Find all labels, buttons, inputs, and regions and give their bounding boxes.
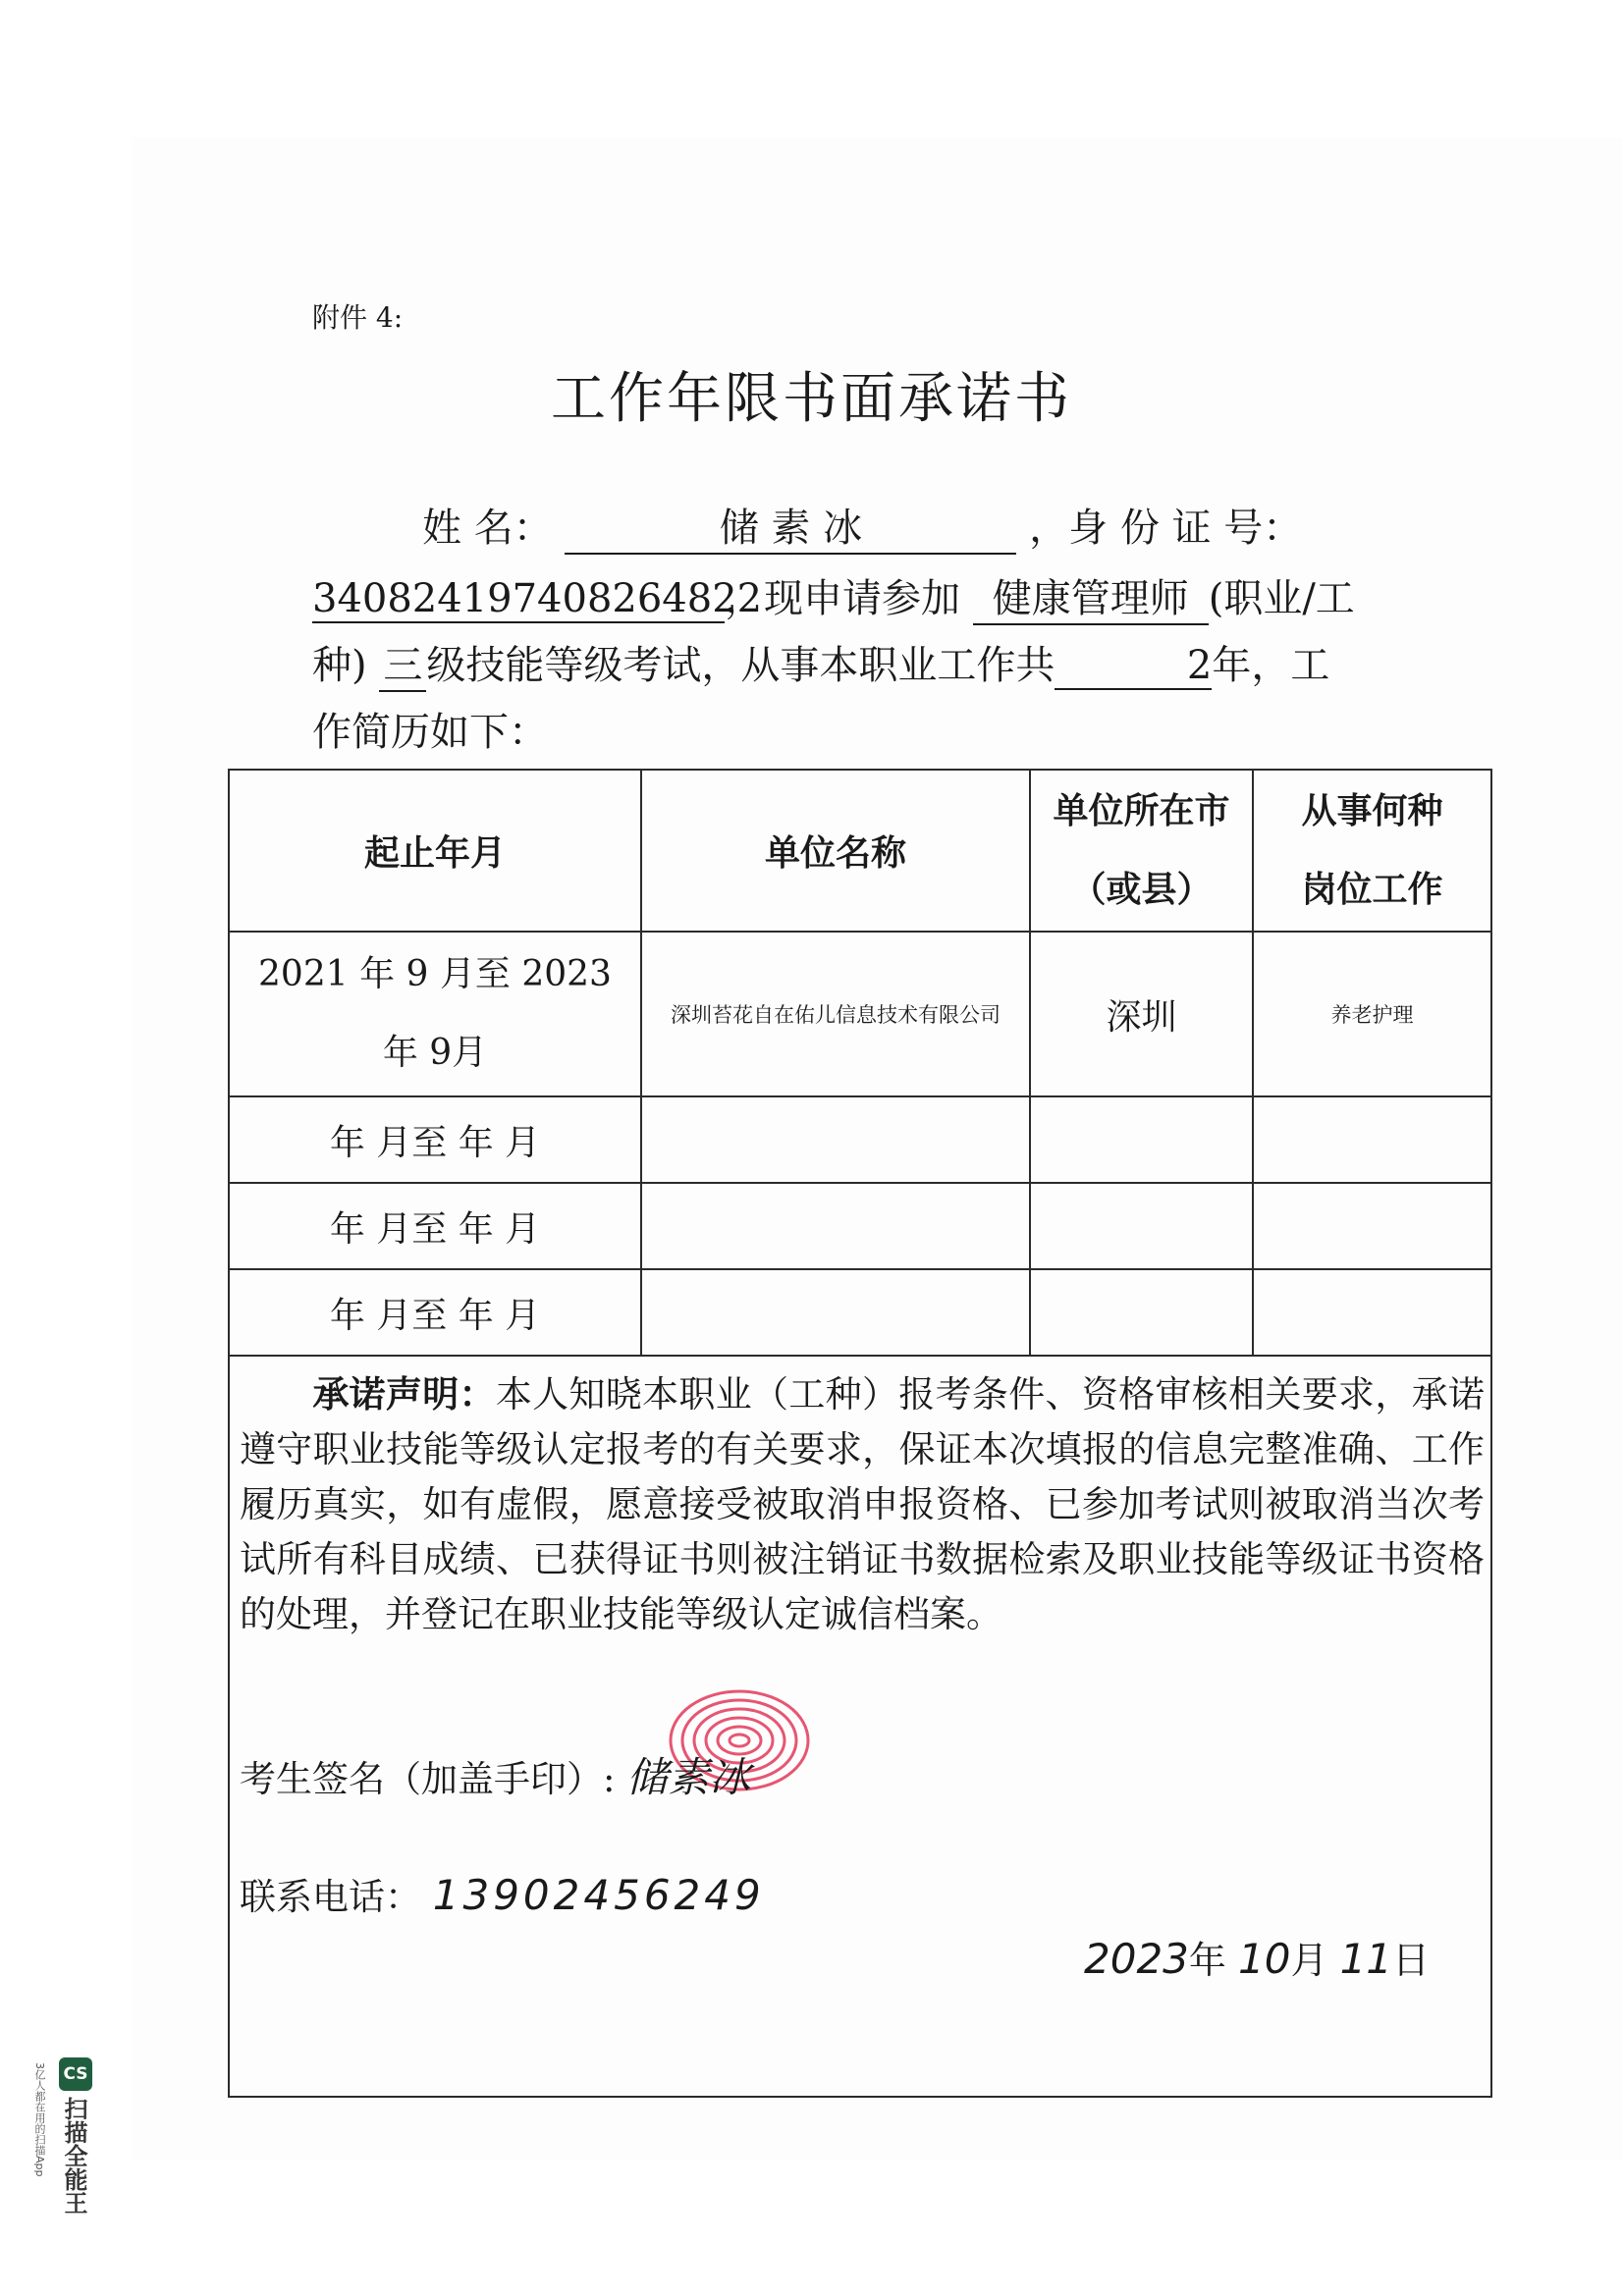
scanner-watermark — [33, 2057, 108, 2273]
row1-city: 深圳 — [1030, 932, 1253, 1096]
header-position-line2: 岗位工作 — [1301, 869, 1443, 910]
signature-row — [240, 1745, 750, 1804]
level-value: 三 — [379, 634, 426, 692]
row1-employer: 深圳苔花自在佑儿信息技术有限公司 — [641, 932, 1030, 1096]
table-row — [229, 1269, 1491, 1356]
statement-box — [228, 1357, 1492, 2098]
date-month: 10 — [1238, 1935, 1291, 1983]
row4-city — [1030, 1269, 1253, 1356]
signature-area — [626, 1745, 750, 1804]
header-city-line1: 单位所在市 — [1053, 790, 1230, 831]
statement-paragraph — [240, 1366, 1485, 1642]
row1-position: 养老护理 — [1253, 932, 1491, 1096]
years-value: 2 — [1055, 643, 1212, 690]
row1-period-line1: 2021 年 9 月至 2023 — [258, 954, 612, 994]
statement-text: 本人知晓本职业（工种）报考条件、资格审核相关要求，承诺遵守职业技能等级认定报考的有关要求，保证本次填报的信息完整准确、工作履历真实，如有虚假，愿意接受被取消申报资格、已参加考试则被取消当次考试所有科目成绩、已获得证书则被注销证书数据检索及职业技能等级证书资格的处理，并登记在职业技能等级认定诚信档案。 — [240, 1373, 1485, 1635]
phone-label: 联系电话： — [240, 1876, 421, 1918]
signature-handwriting: 储素冰 — [626, 1753, 751, 1801]
occupation-suffix: (职业/工 — [1208, 576, 1355, 621]
row2-city — [1030, 1096, 1253, 1183]
row1-period-line2: 年 9月 — [382, 1033, 488, 1073]
header-city — [1030, 770, 1253, 932]
attachment-label: 附件 4: — [312, 301, 404, 334]
document-title: 工作年限书面承诺书 — [551, 367, 1072, 431]
row3-period: 年 月至 年 月 — [229, 1183, 641, 1269]
header-city-line2: （或县） — [1070, 869, 1213, 910]
row4-period: 年 月至 年 月 — [229, 1269, 641, 1356]
row4-employer — [641, 1269, 1030, 1356]
camscanner-logo-icon: CS — [59, 2057, 92, 2091]
row4-position — [1253, 1269, 1491, 1356]
row3-employer — [641, 1183, 1030, 1269]
date-year-unit: 年 — [1188, 1939, 1226, 1982]
header-employer: 单位名称 — [641, 770, 1030, 932]
name-value: 储 素 冰 — [565, 497, 1016, 555]
id-label: ，身 份 证 号： — [1029, 506, 1303, 551]
watermark-tagline: 3亿人都在用的扫描App — [33, 2062, 46, 2177]
line3-prefix: 种) — [312, 643, 367, 688]
table-row — [229, 1183, 1491, 1269]
name-label: 姓 名： — [422, 506, 553, 551]
header-period: 起止年月 — [229, 770, 641, 932]
row3-position — [1253, 1183, 1491, 1269]
row2-position — [1253, 1096, 1491, 1183]
line3-mid: 级技能等级考试，从事本职业工作共 — [426, 643, 1055, 688]
table-row — [229, 932, 1491, 1096]
date-year: 2023 — [1084, 1935, 1189, 1983]
table-header-row — [229, 770, 1491, 932]
resume-table — [228, 769, 1492, 1357]
level-line — [312, 634, 1329, 692]
line3-suffix: 年，工 — [1212, 643, 1330, 688]
apply-text: ，现申请参加 — [725, 576, 960, 621]
row3-city — [1030, 1183, 1253, 1269]
phone-row — [240, 1867, 765, 1920]
id-number: 340824197408264822 — [312, 576, 763, 621]
signature-label: 考生签名（加盖手印）: — [240, 1758, 616, 1800]
header-position — [1253, 770, 1491, 932]
id-line — [312, 567, 1355, 625]
watermark-brand: 扫描全能王 — [60, 2097, 87, 2215]
table-row — [229, 1096, 1491, 1183]
row1-period — [229, 932, 641, 1096]
date-day-unit: 日 — [1392, 1939, 1431, 1982]
statement-label: 承诺声明： — [312, 1372, 496, 1415]
row2-period: 年 月至 年 月 — [229, 1096, 641, 1183]
occupation-value: 健康管理师 — [973, 567, 1209, 625]
phone-number: 13902456249 — [432, 1871, 765, 1919]
date-row — [1084, 1930, 1430, 1984]
date-month-unit: 月 — [1290, 1939, 1328, 1982]
date-day: 11 — [1339, 1935, 1393, 1983]
header-position-line1: 从事何种 — [1301, 790, 1443, 831]
line4: 作简历如下： — [312, 710, 548, 755]
row2-employer — [641, 1096, 1030, 1183]
name-line — [422, 497, 1302, 555]
